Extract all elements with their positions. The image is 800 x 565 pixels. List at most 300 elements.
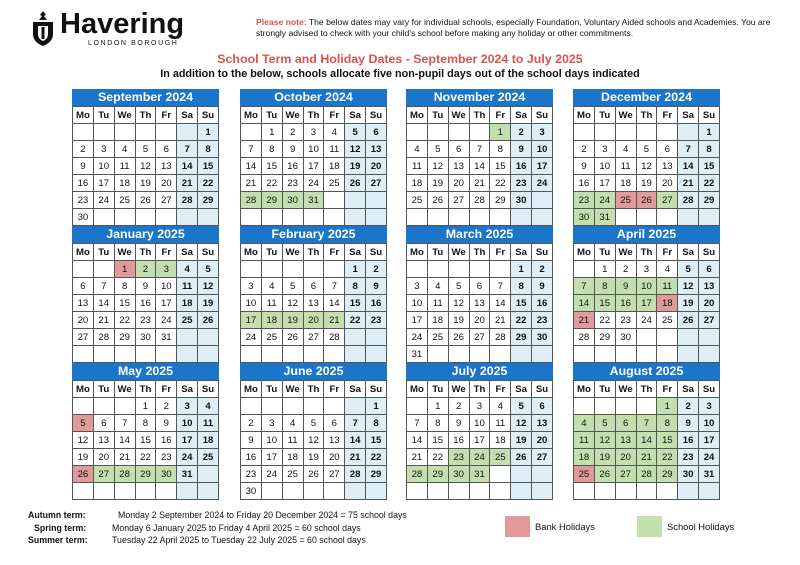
weekday-label: Th <box>469 244 490 261</box>
weekday-label: Sa <box>678 244 699 261</box>
day-cell: 12 <box>198 278 219 295</box>
week-row <box>241 158 387 175</box>
day-cell: 22 <box>699 175 720 192</box>
day-cell: 5 <box>448 278 469 295</box>
day-cell: 25 <box>427 329 448 346</box>
day-cell: 30 <box>156 466 177 483</box>
day-cell: 2 <box>156 398 177 415</box>
day-cell: 10 <box>303 141 324 158</box>
day-cell: 24 <box>303 175 324 192</box>
week-row <box>241 295 387 312</box>
day-cell: 13 <box>324 432 345 449</box>
day-cell: 27 <box>657 192 678 209</box>
empty-cell <box>366 209 387 226</box>
empty-cell <box>135 483 156 500</box>
day-cell: 9 <box>241 432 262 449</box>
day-cell: 23 <box>615 312 636 329</box>
day-cell: 4 <box>490 398 511 415</box>
empty-cell <box>469 209 490 226</box>
weekday-label: Tu <box>594 107 615 124</box>
empty-cell <box>657 124 678 141</box>
month-calendar <box>72 363 219 500</box>
crest-icon <box>30 10 56 48</box>
week-row <box>574 141 720 158</box>
day-cell: 7 <box>114 415 135 432</box>
day-cell: 3 <box>261 415 282 432</box>
day-cell: 15 <box>594 295 615 312</box>
day-cell: 2 <box>615 261 636 278</box>
day-cell: 25 <box>657 312 678 329</box>
week-row <box>73 483 219 500</box>
weekday-header-row <box>574 381 720 398</box>
empty-cell <box>303 483 324 500</box>
day-cell: 14 <box>407 432 428 449</box>
day-cell: 29 <box>511 329 532 346</box>
day-cell: 12 <box>345 141 366 158</box>
month-title: February 2025 <box>240 226 387 243</box>
term-row-autumn <box>28 509 407 522</box>
empty-cell <box>469 483 490 500</box>
day-cell: 22 <box>511 312 532 329</box>
weekday-label: Th <box>636 107 657 124</box>
weekday-label: Mo <box>407 107 428 124</box>
day-cell: 2 <box>574 141 595 158</box>
day-cell: 27 <box>93 466 114 483</box>
legend-school <box>637 516 734 537</box>
day-cell: 22 <box>114 312 135 329</box>
week-row <box>574 192 720 209</box>
empty-cell <box>198 483 219 500</box>
week-row <box>73 192 219 209</box>
day-cell: 10 <box>156 278 177 295</box>
weekday-label: We <box>448 107 469 124</box>
day-cell: 16 <box>678 432 699 449</box>
weekday-label: Su <box>532 381 553 398</box>
day-cell: 14 <box>490 295 511 312</box>
day-cell: 29 <box>366 466 387 483</box>
day-cell: 1 <box>490 124 511 141</box>
day-cell: 4 <box>427 278 448 295</box>
day-cell: 10 <box>177 415 198 432</box>
empty-cell <box>282 346 303 363</box>
empty-cell <box>594 398 615 415</box>
empty-cell <box>114 398 135 415</box>
day-cell: 30 <box>282 192 303 209</box>
day-cell: 8 <box>135 415 156 432</box>
weekday-label: Tu <box>261 381 282 398</box>
day-cell: 2 <box>678 398 699 415</box>
empty-cell <box>93 261 114 278</box>
week-row <box>73 398 219 415</box>
day-cell: 20 <box>73 312 94 329</box>
day-cell: 2 <box>511 124 532 141</box>
week-row <box>407 278 553 295</box>
day-cell: 1 <box>594 261 615 278</box>
week-row <box>241 466 387 483</box>
day-cell: 25 <box>490 449 511 466</box>
day-cell: 23 <box>135 312 156 329</box>
week-row <box>407 449 553 466</box>
day-cell: 17 <box>407 312 428 329</box>
week-row <box>407 312 553 329</box>
weekday-label: Mo <box>407 381 428 398</box>
day-cell: 26 <box>636 192 657 209</box>
day-cell: 9 <box>448 415 469 432</box>
empty-cell <box>345 329 366 346</box>
day-cell: 18 <box>657 295 678 312</box>
empty-cell <box>699 346 720 363</box>
weekday-header-row <box>73 244 219 261</box>
week-row <box>241 346 387 363</box>
day-cell: 11 <box>407 158 428 175</box>
empty-cell <box>241 398 262 415</box>
day-cell: 20 <box>156 175 177 192</box>
month-grid <box>406 380 553 500</box>
empty-cell <box>574 483 595 500</box>
empty-cell <box>241 124 262 141</box>
day-cell: 15 <box>366 432 387 449</box>
empty-cell <box>282 483 303 500</box>
week-row <box>241 192 387 209</box>
week-row <box>407 432 553 449</box>
weekday-label: Tu <box>594 244 615 261</box>
empty-cell <box>574 346 595 363</box>
day-cell: 18 <box>574 449 595 466</box>
day-cell: 24 <box>469 449 490 466</box>
empty-cell <box>427 261 448 278</box>
day-cell: 11 <box>615 158 636 175</box>
term-row-summer <box>28 534 407 547</box>
day-cell: 12 <box>636 158 657 175</box>
day-cell: 19 <box>594 449 615 466</box>
empty-cell <box>678 209 699 226</box>
day-cell: 7 <box>469 141 490 158</box>
empty-cell <box>366 192 387 209</box>
weekday-header-row <box>574 107 720 124</box>
day-cell: 22 <box>427 449 448 466</box>
empty-cell <box>448 346 469 363</box>
weekday-label: Sa <box>511 107 532 124</box>
weekday-label: Sa <box>177 244 198 261</box>
weekday-label: We <box>282 381 303 398</box>
weekday-label: Su <box>532 107 553 124</box>
day-cell: 20 <box>303 312 324 329</box>
day-cell: 6 <box>469 278 490 295</box>
day-cell: 3 <box>407 278 428 295</box>
day-cell: 3 <box>156 261 177 278</box>
empty-cell <box>532 192 553 209</box>
day-cell: 21 <box>345 449 366 466</box>
weekday-label: Su <box>699 107 720 124</box>
day-cell: 26 <box>594 466 615 483</box>
weekday-label: We <box>114 244 135 261</box>
week-row <box>574 278 720 295</box>
day-cell: 7 <box>636 415 657 432</box>
day-cell: 17 <box>241 312 262 329</box>
weekday-label: Fr <box>657 381 678 398</box>
week-row <box>73 124 219 141</box>
weekday-label: We <box>282 244 303 261</box>
day-cell: 23 <box>156 449 177 466</box>
weekday-label: Sa <box>678 381 699 398</box>
day-cell: 8 <box>427 415 448 432</box>
day-cell: 6 <box>615 415 636 432</box>
empty-cell <box>324 261 345 278</box>
day-cell: 11 <box>490 415 511 432</box>
day-cell: 4 <box>574 415 595 432</box>
day-cell: 4 <box>177 261 198 278</box>
day-cell: 14 <box>678 158 699 175</box>
day-cell: 26 <box>427 192 448 209</box>
weekday-label: Su <box>366 244 387 261</box>
month-calendar <box>406 363 553 500</box>
day-cell: 26 <box>282 329 303 346</box>
weekday-label: Th <box>135 381 156 398</box>
empty-cell <box>156 209 177 226</box>
empty-cell <box>615 398 636 415</box>
week-row <box>73 449 219 466</box>
day-cell: 23 <box>282 175 303 192</box>
day-cell: 24 <box>532 175 553 192</box>
day-cell: 7 <box>241 141 262 158</box>
day-cell: 12 <box>73 432 94 449</box>
day-cell: 1 <box>427 398 448 415</box>
day-cell: 31 <box>177 466 198 483</box>
empty-cell <box>469 346 490 363</box>
week-row <box>407 483 553 500</box>
day-cell: 18 <box>114 175 135 192</box>
day-cell: 4 <box>657 261 678 278</box>
day-cell: 13 <box>615 432 636 449</box>
week-row <box>241 415 387 432</box>
weekday-label: Tu <box>427 107 448 124</box>
week-row <box>241 329 387 346</box>
empty-cell <box>366 329 387 346</box>
weekday-label: We <box>615 381 636 398</box>
empty-cell <box>448 261 469 278</box>
weekday-label: Sa <box>678 107 699 124</box>
empty-cell <box>427 346 448 363</box>
week-row <box>574 415 720 432</box>
day-cell: 19 <box>427 175 448 192</box>
day-cell: 21 <box>324 312 345 329</box>
empty-cell <box>699 329 720 346</box>
month-calendar <box>72 226 219 363</box>
day-cell: 23 <box>366 312 387 329</box>
day-cell: 5 <box>73 415 94 432</box>
day-cell: 1 <box>511 261 532 278</box>
weekday-header-row <box>241 381 387 398</box>
day-cell: 20 <box>324 449 345 466</box>
day-cell: 4 <box>198 398 219 415</box>
empty-cell <box>303 346 324 363</box>
day-cell: 15 <box>114 295 135 312</box>
day-cell: 31 <box>594 209 615 226</box>
weekday-header-row <box>241 107 387 124</box>
day-cell: 14 <box>324 295 345 312</box>
day-cell: 24 <box>261 466 282 483</box>
empty-cell <box>407 261 428 278</box>
day-cell: 9 <box>678 415 699 432</box>
day-cell: 21 <box>93 312 114 329</box>
empty-cell <box>407 209 428 226</box>
day-cell: 28 <box>93 329 114 346</box>
weekday-label: Th <box>636 244 657 261</box>
day-cell: 16 <box>574 175 595 192</box>
weekday-label: We <box>114 381 135 398</box>
day-cell: 17 <box>469 432 490 449</box>
week-row <box>73 432 219 449</box>
day-cell: 13 <box>448 158 469 175</box>
empty-cell <box>324 346 345 363</box>
day-cell: 28 <box>407 466 428 483</box>
empty-cell <box>135 346 156 363</box>
day-cell: 10 <box>241 295 262 312</box>
empty-cell <box>490 346 511 363</box>
day-cell: 25 <box>324 175 345 192</box>
weekday-header-row <box>73 107 219 124</box>
day-cell: 19 <box>73 449 94 466</box>
empty-cell <box>177 124 198 141</box>
day-cell: 5 <box>427 141 448 158</box>
day-cell: 14 <box>469 158 490 175</box>
empty-cell <box>93 483 114 500</box>
empty-cell <box>177 329 198 346</box>
day-cell: 16 <box>532 295 553 312</box>
day-cell: 26 <box>448 329 469 346</box>
empty-cell <box>261 209 282 226</box>
day-cell: 29 <box>427 466 448 483</box>
week-row <box>73 415 219 432</box>
month-calendar <box>72 89 219 226</box>
term-label: Summer term: <box>28 535 88 545</box>
day-cell: 5 <box>198 261 219 278</box>
week-row <box>241 449 387 466</box>
day-cell: 10 <box>636 278 657 295</box>
day-cell: 2 <box>73 141 94 158</box>
month-grid <box>240 243 387 363</box>
empty-cell <box>574 398 595 415</box>
legend-bank <box>505 516 595 537</box>
empty-cell <box>532 209 553 226</box>
day-cell: 8 <box>699 141 720 158</box>
day-cell: 5 <box>594 415 615 432</box>
day-cell: 8 <box>366 415 387 432</box>
empty-cell <box>345 483 366 500</box>
day-cell: 15 <box>490 158 511 175</box>
day-cell: 24 <box>241 329 262 346</box>
empty-cell <box>511 209 532 226</box>
empty-cell <box>574 261 595 278</box>
weekday-label: Fr <box>324 381 345 398</box>
day-cell: 9 <box>366 278 387 295</box>
day-cell: 19 <box>511 432 532 449</box>
day-cell: 6 <box>156 141 177 158</box>
day-cell: 16 <box>156 432 177 449</box>
day-cell: 21 <box>636 449 657 466</box>
empty-cell <box>594 124 615 141</box>
day-cell: 28 <box>345 466 366 483</box>
weekday-label: Mo <box>241 244 262 261</box>
empty-cell <box>427 124 448 141</box>
empty-cell <box>261 261 282 278</box>
day-cell: 13 <box>657 158 678 175</box>
month-grid <box>240 106 387 226</box>
day-cell: 6 <box>324 415 345 432</box>
day-cell: 6 <box>73 278 94 295</box>
day-cell: 8 <box>511 278 532 295</box>
empty-cell <box>324 483 345 500</box>
empty-cell <box>657 346 678 363</box>
week-row <box>241 261 387 278</box>
weekday-label: Su <box>699 381 720 398</box>
empty-cell <box>407 398 428 415</box>
month-title: April 2025 <box>573 226 720 243</box>
week-row <box>574 175 720 192</box>
day-cell: 16 <box>135 295 156 312</box>
day-cell: 5 <box>135 141 156 158</box>
week-row <box>73 278 219 295</box>
havering-logo <box>30 8 210 52</box>
weekday-label: Su <box>198 107 219 124</box>
day-cell: 21 <box>241 175 262 192</box>
day-cell: 5 <box>345 124 366 141</box>
weekday-label: Sa <box>345 381 366 398</box>
day-cell: 20 <box>448 175 469 192</box>
week-row <box>407 398 553 415</box>
day-cell: 18 <box>282 449 303 466</box>
day-cell: 9 <box>282 141 303 158</box>
month-title: August 2025 <box>573 363 720 380</box>
weekday-label: Mo <box>241 107 262 124</box>
week-row <box>407 329 553 346</box>
day-cell: 16 <box>73 175 94 192</box>
weekday-label: Th <box>636 381 657 398</box>
empty-cell <box>93 398 114 415</box>
empty-cell <box>615 209 636 226</box>
day-cell: 13 <box>469 295 490 312</box>
day-cell: 9 <box>73 158 94 175</box>
day-cell: 9 <box>156 415 177 432</box>
weekday-label: Fr <box>324 244 345 261</box>
empty-cell <box>490 209 511 226</box>
day-cell: 24 <box>594 192 615 209</box>
month-grid <box>573 106 720 226</box>
day-cell: 27 <box>532 449 553 466</box>
week-row <box>574 261 720 278</box>
day-cell: 20 <box>366 158 387 175</box>
day-cell: 29 <box>657 466 678 483</box>
day-cell: 8 <box>657 415 678 432</box>
month-calendar <box>573 226 720 363</box>
empty-cell <box>699 483 720 500</box>
day-cell: 6 <box>93 415 114 432</box>
day-cell: 4 <box>324 124 345 141</box>
empty-cell <box>532 346 553 363</box>
empty-cell <box>511 466 532 483</box>
day-cell: 21 <box>469 175 490 192</box>
day-cell: 29 <box>114 329 135 346</box>
day-cell: 15 <box>511 295 532 312</box>
day-cell: 25 <box>407 192 428 209</box>
weekday-label: Fr <box>324 107 345 124</box>
term-label: Spring term: <box>34 522 87 533</box>
day-cell: 28 <box>241 192 262 209</box>
day-cell: 9 <box>615 278 636 295</box>
empty-cell <box>114 483 135 500</box>
day-cell: 12 <box>282 295 303 312</box>
day-cell: 17 <box>699 432 720 449</box>
